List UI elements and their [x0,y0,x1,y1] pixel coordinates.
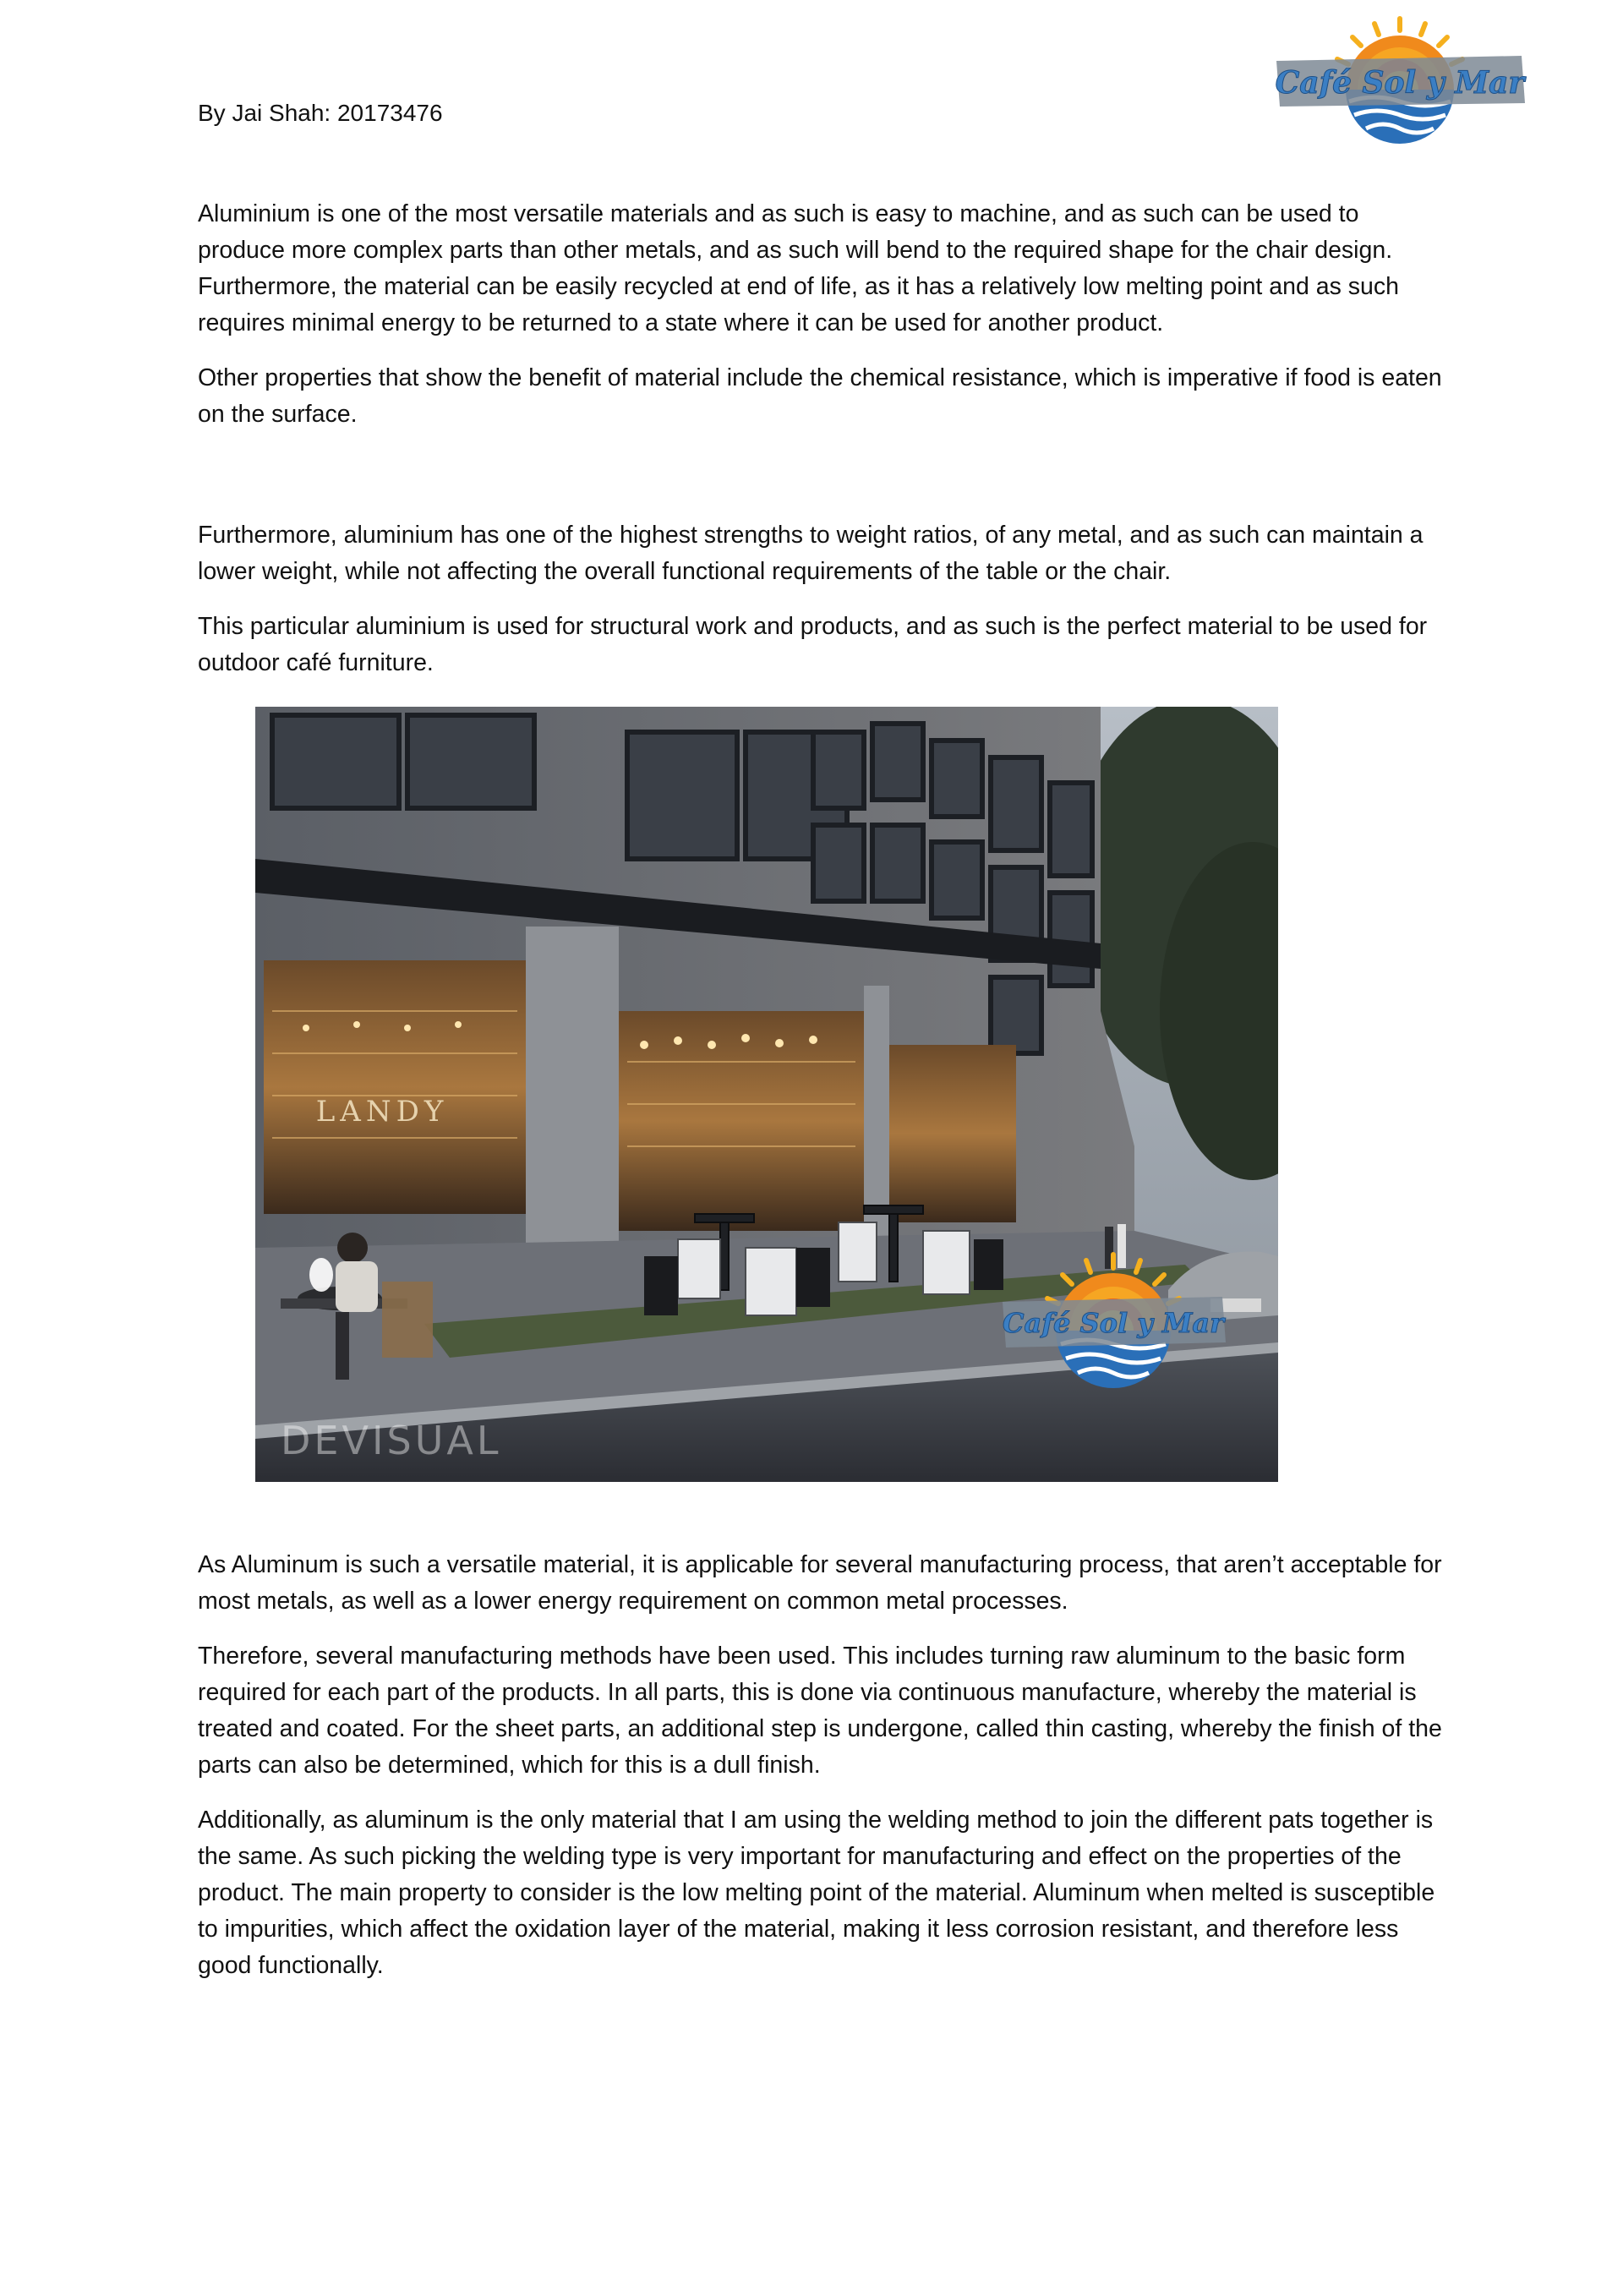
manufacturing-section [198,1547,1449,2003]
strength-section [198,517,1449,700]
photo-logo-text: Café Sol y Mar [1003,1307,1224,1339]
intro-section [198,196,1449,451]
sun-wave-logo-icon [1268,12,1532,181]
cafe-storefront-render [255,707,1278,1482]
photo-watermark: DEVISUAL [281,1418,502,1463]
storefront-sign-text: LANDY [315,1095,449,1129]
sun-wave-logo-icon [999,1248,1227,1417]
paragraph: Additionally, as aluminum is the only material that I am using the welding method to join the different pats together is the same. As such picking the welding type is very important for manufacturing and effect on the properties of the product. The main property to consider is the low melting point of the material. Aluminum when melted is susceptible to impurities, which affect the oxidation layer of the material, making it less corrosion resistant, and therefore less good functionally. [198,1807,1435,1979]
paragraph: As Aluminum is such a versatile material, it is applicable for several manufacturing process, that aren’t acceptable for most metals, as well as a lower energy requirement on common metal processes. [198,1551,1442,1615]
paragraph: Other properties that show the benefit of material include the chemical resistance, which is imperative if food is eaten on the surface. [198,364,1442,428]
author-line: By Jai Shah: 20173476 [198,100,443,126]
paragraph: Therefore, several manufacturing methods have been used. This includes turning raw aluminum to the basic form required for each part of the products. In all parts, this is done via continuous manufacture, whereby the material is treated and coated. For the sheet parts, an additional step is undergone, called thin casting, whereby the finish of the parts can also be determined, which for this is a dull finish. [198,1643,1442,1779]
logo-text: Café Sol y Mar [1275,65,1525,101]
photo-cafe-logo [999,1248,1227,1417]
paragraph: Furthermore, aluminium has one of the highest strengths to weight ratios, of any metal, and as such can maintain a lower weight, while not affecting the overall functional requirements of the table or the chair. [198,522,1424,585]
cafe-sol-y-mar-logo [1268,12,1532,181]
paragraph: Aluminium is one of the most versatile materials and as such is easy to machine, and as such can be used to produce more complex parts than other metals, and as such will bend to the required shape for the chair design. Furthermore, the material can be easily recycled at end of life, as it has a relatively low melting point and as such requires minimal energy to be returned to a state where it can be used for another product. [198,200,1399,336]
paragraph: This particular aluminium is used for structural work and products, and as such is the perfect material to be used for outdoor café furniture. [198,613,1428,676]
